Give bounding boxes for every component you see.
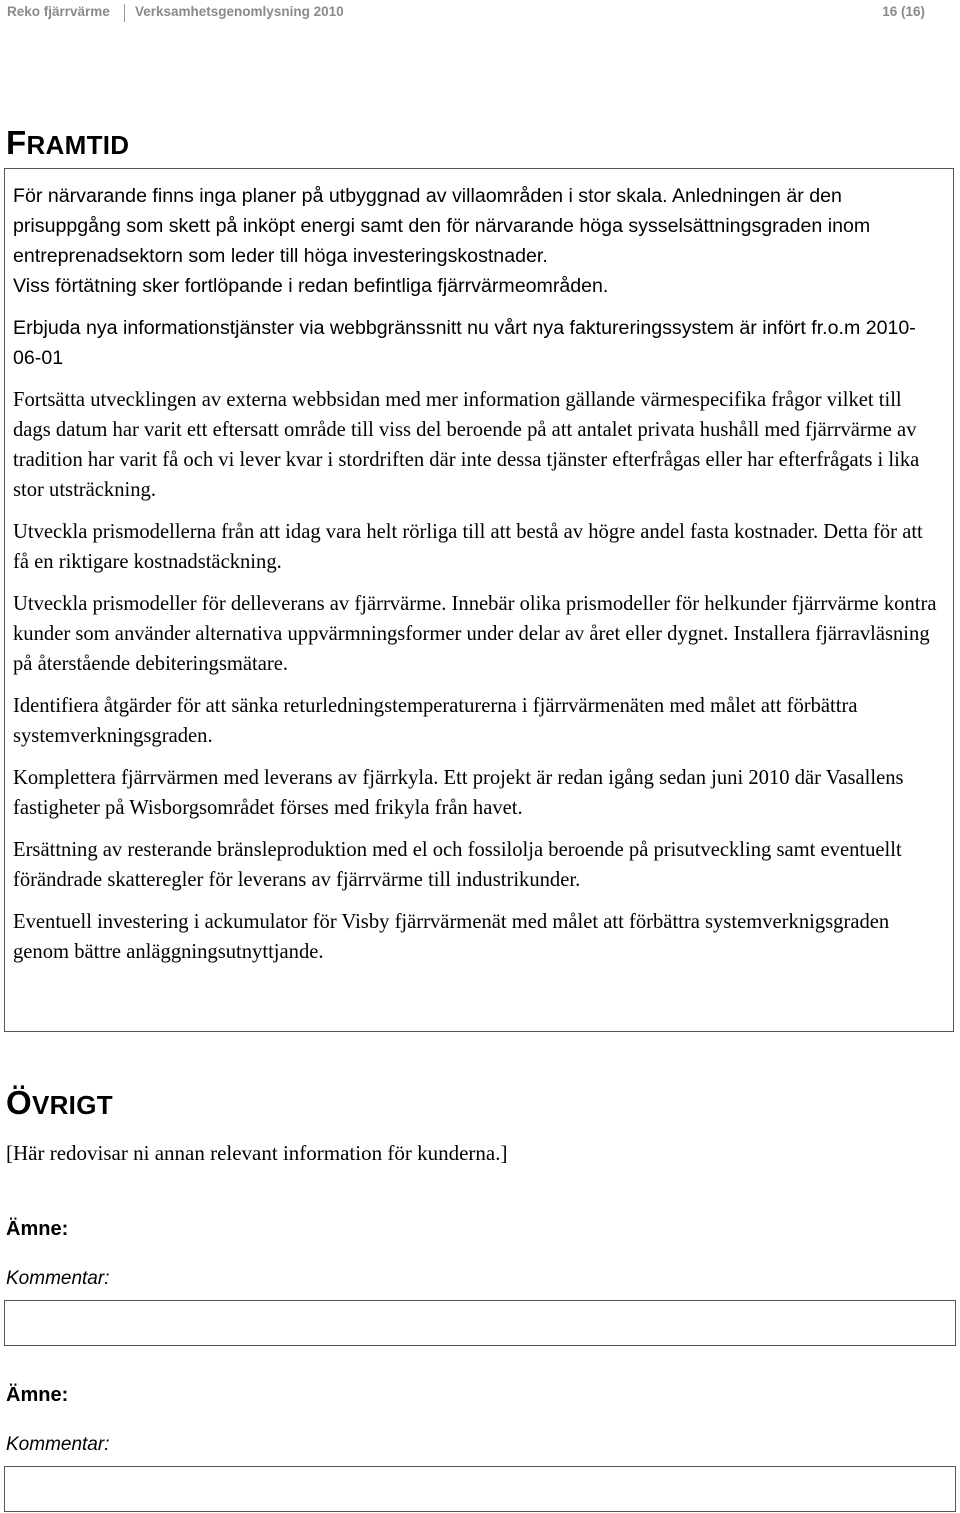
framtid-paragraph-8: Komplettera fjärrvärmen med leverans av fjärrkyla. Ett projekt är redan igång sedan juni 2010 där Vasallens fastigheter på Wisborgsområdet förses med frikyla från havet.: [13, 767, 904, 819]
framtid-paragraph-2: Viss förtätning sker fortlöpande i redan befintliga fjärrvärmeområden.: [13, 275, 609, 297]
framtid-heading-rest: RAMTID: [26, 130, 130, 160]
header-page-number: 16 (16): [882, 4, 925, 19]
framtid-paragraph-4: Fortsätta utvecklingen av externa webbsidan med mer information gällande värmespecifika frågor vilket till dags datum har varit ett eftersatt område till viss del beroende på att antalet privata hushåll med fjärrvärme av tradition har varit få och vi lever kvar i stordriften där inte dessa tjänster efterfrågas eller har efterfrågats i lika stor utsträckning.: [13, 389, 920, 501]
ovrigt-intro: [Här redovisar ni annan relevant information för kunderna.]: [6, 1141, 508, 1165]
framtid-heading-initial: F: [6, 124, 27, 161]
header-organization: Reko fjärrvärme: [7, 4, 110, 19]
framtid-paragraph-5: Utveckla prismodellerna från att idag vara helt rörliga till att bestå av högre andel fasta kostnader. Detta för att få en riktigare kostnadstäckning.: [13, 521, 923, 573]
framtid-paragraph-6: Utveckla prismodeller för delleverans av fjärrvärme. Innebär olika prismodeller för helkunder fjärrvärme kontra kunder som använder alternativa uppvärmningsformer under delar av året eller dygnet. Installera fjärravläsning på återstående debiteringsmätare.: [13, 593, 937, 675]
framtid-paragraph-7: Identifiera åtgärder för att sänka returledningstemperaturerna i fjärrvärmenäten med målet att förbättra systemverkningsgraden.: [13, 695, 858, 747]
framtid-content: [13, 181, 943, 979]
ovrigt-heading-initial: Ö: [6, 1084, 32, 1121]
header-divider: [124, 4, 125, 22]
framtid-heading: [6, 124, 129, 162]
comment-label-1: Kommentar:: [6, 1268, 110, 1289]
ovrigt-heading: [6, 1084, 113, 1122]
header-document-title: Verksamhetsgenomlysning 2010: [135, 4, 344, 19]
framtid-paragraph-3: Erbjuda nya informationstjänster via webbgränssnitt nu vårt nya faktureringssystem är infört fr.o.m 2010-06-01: [13, 317, 916, 369]
framtid-paragraph-10: Eventuell investering i ackumulator för Visby fjärrvärmenät med målet att förbättra systemverknigsgraden genom bättre anläggningsutnyttjande.: [13, 911, 890, 963]
subject-label-2: Ämne:: [6, 1384, 69, 1406]
framtid-paragraph-1: För närvarande finns inga planer på utbyggnad av villaområden i stor skala. Anledningen är den prisuppgång som skett på inköpt energi samt den för närvarande höga sysselsättningsgraden inom entreprenadsektorn som leder till höga investeringskostnader.: [13, 185, 871, 267]
comment-field-1[interactable]: [4, 1300, 956, 1346]
page-header: [7, 4, 925, 22]
framtid-paragraph-9: Ersättning av resterande bränsleproduktion med el och fossilolja beroende på prisutveckling samt eventuellt förändrade skatteregler för leverans av fjärrvärme till industrikunder.: [13, 839, 902, 891]
framtid-text-box: [4, 168, 954, 1032]
comment-field-2[interactable]: [4, 1466, 956, 1512]
comment-label-2: Kommentar:: [6, 1434, 110, 1455]
ovrigt-heading-rest: VRIGT: [31, 1090, 113, 1120]
subject-label-1: Ämne:: [6, 1218, 69, 1240]
